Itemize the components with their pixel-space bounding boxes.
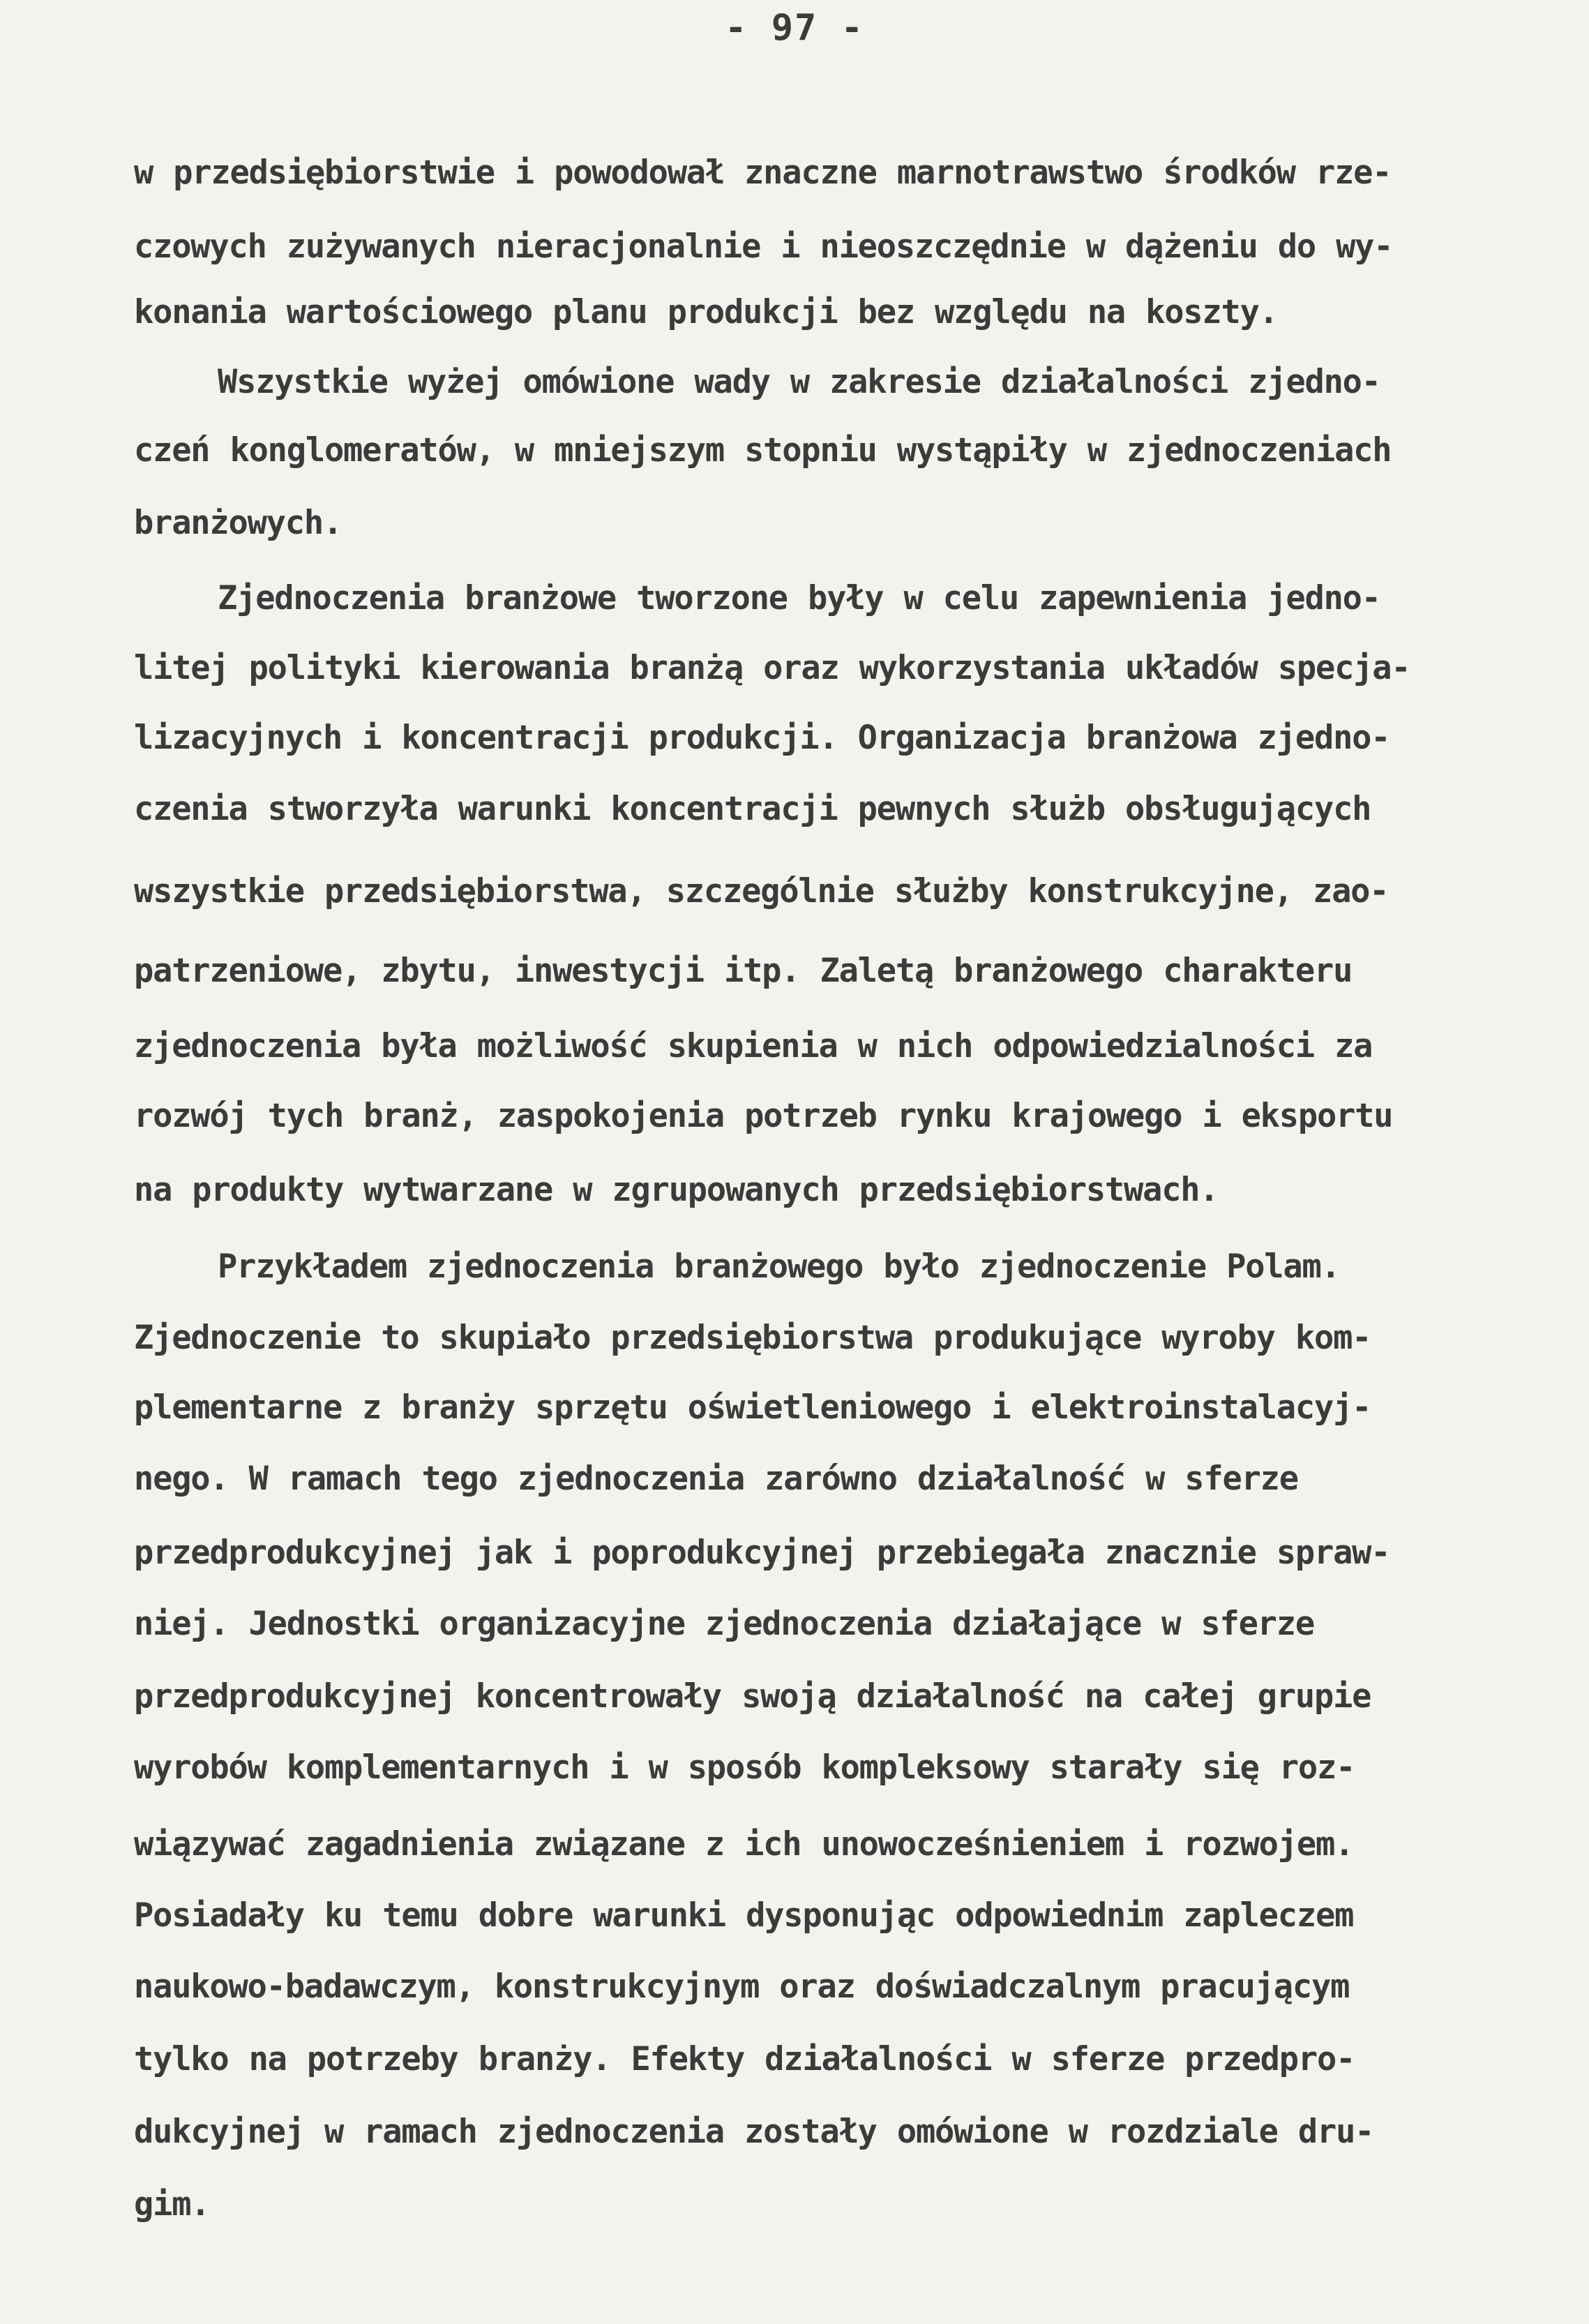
text-line: patrzeniowe, zbytu, inwestycji itp. Zaletą branżowego charakteru <box>134 952 1353 990</box>
text-line: wyrobów komplementarnych i w sposób kompleksowy starały się roz- <box>134 1748 1355 1787</box>
text-line: naukowo-badawczym, konstrukcyjnym oraz doświadczalnym pracującym <box>134 1967 1350 2006</box>
text-line: Posiadały ku temu dobre warunki dysponując odpowiednim zapleczem <box>134 1896 1354 1935</box>
text-line: branżowych. <box>134 504 342 542</box>
text-line: w przedsiębiorstwie i powodował znaczne marnotrawstwo środków rze- <box>134 153 1392 192</box>
text-line: gim. <box>134 2185 210 2224</box>
text-line: lizacyjnych i koncentracji produkcji. Organizacja branżowa zjedno- <box>134 719 1390 757</box>
text-line: czeń konglomeratów, w mniejszym stopniu wystąpiły w zjednoczeniach <box>134 431 1392 470</box>
text-line: Wszystkie wyżej omówione wady w zakresie działalności zjedno- <box>218 363 1380 401</box>
text-line: czowych zużywanych nieracjonalnie i nieoszczędnie w dążeniu do wy- <box>134 227 1393 266</box>
text-line: na produkty wytwarzane w zgrupowanych przedsiębiorstwach. <box>134 1171 1219 1209</box>
text-line: konania wartościowego planu produkcji bez względu na koszty. <box>134 293 1278 331</box>
text-line: dukcyjnej w ramach zjednoczenia zostały omówione w rozdziale dru- <box>134 2113 1374 2151</box>
text-line: nego. W ramach tego zjednoczenia zarówno działalność w sferze <box>134 1460 1298 1498</box>
text-line: przedprodukcyjnej jak i poprodukcyjnej przebiegała znacznie spraw- <box>134 1534 1390 1572</box>
page-number: - 97 - <box>725 7 864 49</box>
text-line: Zjednoczenie to skupiało przedsiębiorstwa produkujące wyroby kom- <box>134 1319 1371 1357</box>
text-line: przedprodukcyjnej koncentrowały swoją działalność na całej grupie <box>134 1677 1371 1716</box>
text-line: Przykładem zjednoczenia branżowego było zjednoczenie Polam. <box>218 1247 1340 1286</box>
text-line: litej polityki kierowania branżą oraz wykorzystania układów specja- <box>134 649 1410 687</box>
text-line: Zjednoczenia branżowe tworzone były w celu zapewnienia jedno- <box>218 579 1380 617</box>
text-line: wszystkie przedsiębiorstwa, szczególnie służby konstrukcyjne, zao- <box>134 872 1389 910</box>
text-line: niej. Jednostki organizacyjne zjednoczenia działające w sferze <box>134 1605 1314 1643</box>
text-line: wiązywać zagadnienia związane z ich unowocześnieniem i rozwojem. <box>134 1825 1354 1864</box>
text-line: rozwój tych branż, zaspokojenia potrzeb rynku krajowego i eksportu <box>134 1097 1393 1135</box>
text-line: zjednoczenia była możliwość skupienia w nich odpowiedzialności za <box>134 1027 1373 1065</box>
text-line: czenia stworzyła warunki koncentracji pewnych służb obsługujących <box>134 790 1371 828</box>
text-line: tylko na potrzeby branży. Efekty działalności w sferze przedpro- <box>134 2040 1355 2078</box>
text-line: plementarne z branży sprzętu oświetleniowego i elektroinstalacyj- <box>134 1388 1371 1427</box>
